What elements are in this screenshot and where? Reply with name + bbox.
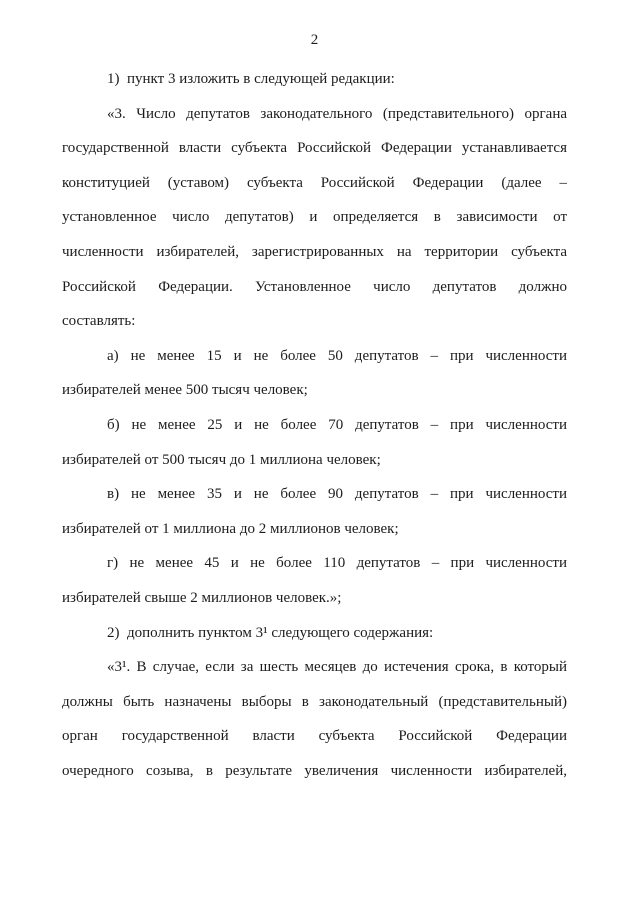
paragraph-item-1 bbox=[62, 62, 567, 97]
text-line: государственной власти субъекта Российской Федерации устанавливается bbox=[62, 140, 567, 157]
text-line: а) не менее 15 и не более 50 депутатов – при численности bbox=[107, 347, 567, 364]
text-line: 2) дополнить пунктом 3¹ следующего содержания: bbox=[107, 624, 434, 641]
text-line: должны быть назначены выборы в законодательный (представительный) bbox=[62, 693, 567, 710]
text-line: численности избирателей, зарегистрированных на территории субъекта bbox=[62, 243, 567, 260]
paragraph-subitem-b bbox=[62, 408, 567, 477]
text-line: в) не менее 35 и не более 90 депутатов – при численности bbox=[107, 486, 567, 503]
document-body bbox=[62, 62, 567, 788]
text-line: избирателей от 1 миллиона до 2 миллионов человек; bbox=[62, 520, 399, 537]
text-line: орган государственной власти субъекта Российской Федерации bbox=[62, 728, 567, 745]
text-line: г) не менее 45 и не более 110 депутатов – при численности bbox=[107, 555, 567, 572]
paragraph-subitem-g bbox=[62, 546, 567, 615]
text-line: Российской Федерации. Установленное число депутатов должно bbox=[62, 278, 567, 295]
text-line: б) не менее 25 и не более 70 депутатов – при численности bbox=[107, 416, 567, 433]
paragraph-subitem-a bbox=[62, 339, 567, 408]
page-number: 2 bbox=[310, 32, 319, 48]
text-line: избирателей свыше 2 миллионов человек.»; bbox=[62, 589, 342, 606]
paragraph-point-3 bbox=[62, 97, 567, 339]
text-line: избирателей менее 500 тысяч человек; bbox=[62, 382, 308, 399]
text-line: конституцией (уставом) субъекта Российской Федерации (далее – bbox=[62, 174, 567, 191]
text-line: составлять: bbox=[62, 313, 136, 330]
text-line: очередного созыва, в результате увеличения численности избирателей, bbox=[62, 762, 567, 779]
text-line: установленное число депутатов) и определяется в зависимости от bbox=[62, 209, 567, 226]
paragraph-point-3-1 bbox=[62, 650, 567, 788]
text-line: «3. Число депутатов законодательного (представительного) органа bbox=[107, 105, 567, 122]
text-line: избирателей от 500 тысяч до 1 миллиона человек; bbox=[62, 451, 381, 468]
paragraph-item-2 bbox=[62, 616, 567, 651]
text-line: «3¹. В случае, если за шесть месяцев до истечения срока, в который bbox=[107, 659, 567, 676]
text-line: 1) пункт 3 изложить в следующей редакции: bbox=[107, 71, 395, 87]
paragraph-subitem-v bbox=[62, 477, 567, 546]
